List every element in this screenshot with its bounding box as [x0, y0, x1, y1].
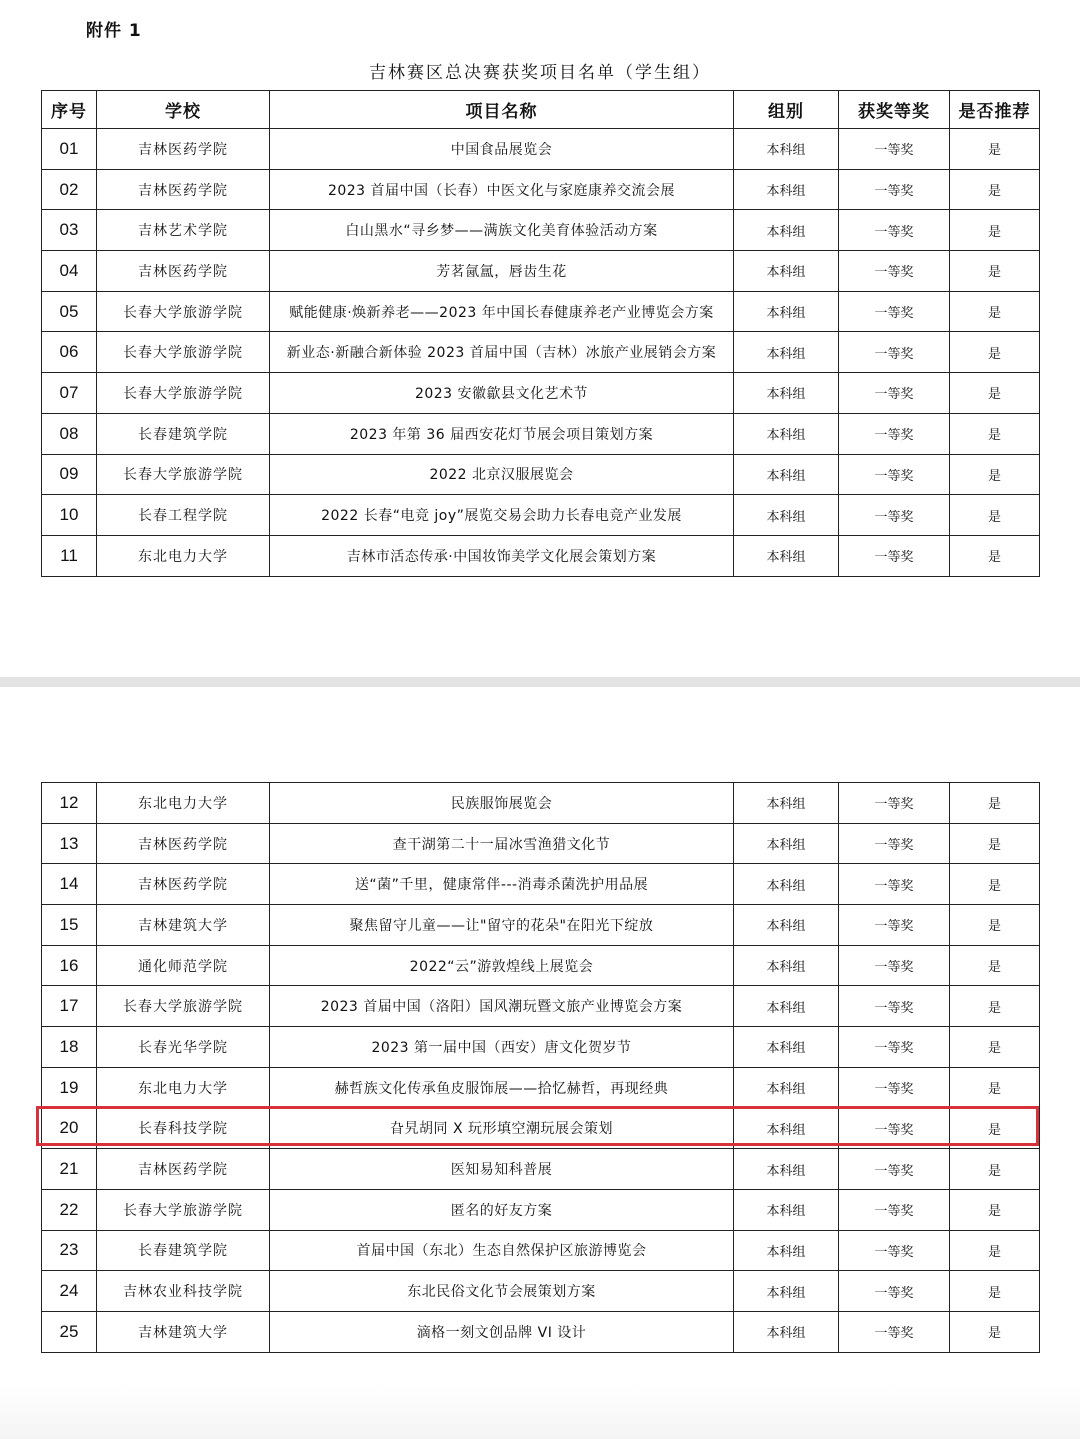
table-row: [42, 495, 1040, 536]
cell-award: 一等奖: [839, 864, 950, 905]
cell-recommend: 是: [950, 823, 1040, 864]
cell-project: 滴格一刻文创品牌 VI 设计: [270, 1311, 734, 1352]
cell-recommend: 是: [950, 945, 1040, 986]
cell-recommend: 是: [950, 129, 1040, 170]
cell-school: 吉林医药学院: [97, 823, 270, 864]
cell-school: 长春大学旅游学院: [97, 291, 270, 332]
cell-award: 一等奖: [839, 1230, 950, 1271]
cell-no: 25: [42, 1311, 97, 1352]
table-row: [42, 945, 1040, 986]
cell-project: 2022 北京汉服展览会: [270, 454, 734, 495]
cell-group: 本科组: [734, 1067, 839, 1108]
cell-recommend: 是: [950, 1027, 1040, 1068]
cell-recommend: 是: [950, 905, 1040, 946]
cell-school: 长春工程学院: [97, 495, 270, 536]
table-row: [42, 823, 1040, 864]
cell-project: 白山黑水“寻乡梦——满族文化美育体验活动方案: [270, 210, 734, 251]
cell-school: 长春光华学院: [97, 1027, 270, 1068]
cell-school: 东北电力大学: [97, 535, 270, 576]
table-row: [42, 1271, 1040, 1312]
cell-no: 23: [42, 1230, 97, 1271]
cell-project: 吉林市活态传承·中国妆饰美学文化展会策划方案: [270, 535, 734, 576]
table-row: [42, 413, 1040, 454]
table-row: [42, 864, 1040, 905]
cell-no: 21: [42, 1149, 97, 1190]
table-row: [42, 129, 1040, 170]
cell-school: 东北电力大学: [97, 783, 270, 824]
cell-award: 一等奖: [839, 1271, 950, 1312]
cell-group: 本科组: [734, 129, 839, 170]
table-header-row: [42, 91, 1040, 129]
cell-no: 06: [42, 332, 97, 373]
awards-table-page-2: [41, 782, 1040, 1353]
cell-group: 本科组: [734, 1189, 839, 1230]
cell-project: 芳茗氤氲，唇齿生花: [270, 251, 734, 292]
cell-project: 聚焦留守儿童——让"留守的花朵"在阳光下绽放: [270, 905, 734, 946]
cell-recommend: 是: [950, 1230, 1040, 1271]
cell-project: 2023 第一届中国（西安）唐文化贺岁节: [270, 1027, 734, 1068]
cell-award: 一等奖: [839, 332, 950, 373]
cell-award: 一等奖: [839, 454, 950, 495]
cell-group: 本科组: [734, 210, 839, 251]
cell-no: 12: [42, 783, 97, 824]
cell-no: 24: [42, 1271, 97, 1312]
cell-project: 送“菌”千里，健康常伴---消毒杀菌洗护用品展: [270, 864, 734, 905]
cell-project: 2023 年第 36 届西安花灯节展会项目策划方案: [270, 413, 734, 454]
cell-school: 长春大学旅游学院: [97, 454, 270, 495]
cell-award: 一等奖: [839, 1189, 950, 1230]
cell-award: 一等奖: [839, 1027, 950, 1068]
cell-award: 一等奖: [839, 1108, 950, 1149]
table-row: [42, 169, 1040, 210]
cell-group: 本科组: [734, 332, 839, 373]
table-row: [42, 1149, 1040, 1190]
cell-no: 04: [42, 251, 97, 292]
cell-award: 一等奖: [839, 129, 950, 170]
cell-award: 一等奖: [839, 1067, 950, 1108]
cell-award: 一等奖: [839, 495, 950, 536]
bottom-fade: [0, 1385, 1080, 1439]
cell-no: 13: [42, 823, 97, 864]
cell-group: 本科组: [734, 251, 839, 292]
cell-group: 本科组: [734, 783, 839, 824]
column-header-project: 项目名称: [270, 91, 734, 129]
cell-no: 16: [42, 945, 97, 986]
cell-project: 赋能健康·焕新养老——2023 年中国长春健康养老产业博览会方案: [270, 291, 734, 332]
cell-school: 长春科技学院: [97, 1108, 270, 1149]
table-row: [42, 1027, 1040, 1068]
cell-recommend: 是: [950, 454, 1040, 495]
page-separator: [0, 677, 1080, 687]
table-row: [42, 454, 1040, 495]
cell-group: 本科组: [734, 454, 839, 495]
table-row: [42, 1230, 1040, 1271]
cell-group: 本科组: [734, 864, 839, 905]
cell-no: 17: [42, 986, 97, 1027]
cell-group: 本科组: [734, 986, 839, 1027]
table-row: [42, 1311, 1040, 1352]
cell-award: 一等奖: [839, 945, 950, 986]
cell-group: 本科组: [734, 1271, 839, 1312]
cell-no: 10: [42, 495, 97, 536]
cell-group: 本科组: [734, 945, 839, 986]
cell-no: 03: [42, 210, 97, 251]
cell-project: 医知易知科普展: [270, 1149, 734, 1190]
cell-no: 02: [42, 169, 97, 210]
table-row: [42, 986, 1040, 1027]
cell-school: 吉林医药学院: [97, 129, 270, 170]
cell-school: 长春大学旅游学院: [97, 373, 270, 414]
awards-table-page-1: [41, 90, 1040, 577]
cell-school: 东北电力大学: [97, 1067, 270, 1108]
cell-award: 一等奖: [839, 373, 950, 414]
table-row: [42, 535, 1040, 576]
cell-school: 吉林医药学院: [97, 864, 270, 905]
cell-group: 本科组: [734, 1149, 839, 1190]
cell-group: 本科组: [734, 291, 839, 332]
cell-group: 本科组: [734, 1230, 839, 1271]
cell-project: 2023 安徽歙县文化艺术节: [270, 373, 734, 414]
cell-recommend: 是: [950, 783, 1040, 824]
cell-group: 本科组: [734, 1311, 839, 1352]
cell-award: 一等奖: [839, 251, 950, 292]
cell-recommend: 是: [950, 1067, 1040, 1108]
cell-group: 本科组: [734, 373, 839, 414]
cell-award: 一等奖: [839, 169, 950, 210]
cell-no: 22: [42, 1189, 97, 1230]
cell-award: 一等奖: [839, 986, 950, 1027]
cell-no: 09: [42, 454, 97, 495]
document-title: 吉林赛区总决赛获奖项目名单（学生组）: [369, 63, 711, 83]
cell-school: 吉林建筑大学: [97, 905, 270, 946]
cell-project: 赫哲族文化传承鱼皮服饰展——拾忆赫哲，再现经典: [270, 1067, 734, 1108]
table-row: [42, 332, 1040, 373]
cell-project: 中国食品展览会: [270, 129, 734, 170]
column-header-no: 序号: [42, 91, 97, 129]
cell-award: 一等奖: [839, 291, 950, 332]
cell-project: 匿名的好友方案: [270, 1189, 734, 1230]
table-row: [42, 210, 1040, 251]
table-row: [42, 905, 1040, 946]
cell-no: 07: [42, 373, 97, 414]
cell-recommend: 是: [950, 1271, 1040, 1312]
cell-group: 本科组: [734, 169, 839, 210]
cell-school: 吉林医药学院: [97, 251, 270, 292]
cell-recommend: 是: [950, 291, 1040, 332]
cell-award: 一等奖: [839, 535, 950, 576]
cell-project: 民族服饰展览会: [270, 783, 734, 824]
table-row: [42, 1067, 1040, 1108]
cell-no: 20: [42, 1108, 97, 1149]
cell-recommend: 是: [950, 535, 1040, 576]
cell-no: 11: [42, 535, 97, 576]
cell-recommend: 是: [950, 169, 1040, 210]
cell-school: 吉林医药学院: [97, 169, 270, 210]
cell-no: 01: [42, 129, 97, 170]
cell-school: 长春大学旅游学院: [97, 986, 270, 1027]
cell-project: 2022 长春“电竞 joy”展览交易会助力长春电竞产业发展: [270, 495, 734, 536]
cell-no: 18: [42, 1027, 97, 1068]
cell-school: 通化师范学院: [97, 945, 270, 986]
cell-group: 本科组: [734, 535, 839, 576]
cell-recommend: 是: [950, 495, 1040, 536]
cell-school: 长春建筑学院: [97, 413, 270, 454]
table-row: [42, 251, 1040, 292]
cell-group: 本科组: [734, 495, 839, 536]
cell-group: 本科组: [734, 823, 839, 864]
cell-school: 吉林农业科技学院: [97, 1271, 270, 1312]
cell-recommend: 是: [950, 413, 1040, 454]
cell-project: 2023 首届中国（洛阳）国风潮玩暨文旅产业博览会方案: [270, 986, 734, 1027]
table-row: [42, 291, 1040, 332]
cell-recommend: 是: [950, 373, 1040, 414]
table-row-highlighted: [42, 1108, 1040, 1149]
cell-group: 本科组: [734, 1027, 839, 1068]
cell-school: 吉林医药学院: [97, 1149, 270, 1190]
table-row: [42, 783, 1040, 824]
cell-recommend: 是: [950, 1189, 1040, 1230]
cell-group: 本科组: [734, 905, 839, 946]
cell-project: 旮旯胡同 X 玩形填空潮玩展会策划: [270, 1108, 734, 1149]
cell-recommend: 是: [950, 210, 1040, 251]
cell-recommend: 是: [950, 986, 1040, 1027]
cell-group: 本科组: [734, 413, 839, 454]
cell-recommend: 是: [950, 332, 1040, 373]
attachment-label: 附件 1: [86, 21, 142, 41]
cell-award: 一等奖: [839, 905, 950, 946]
cell-no: 14: [42, 864, 97, 905]
cell-school: 长春大学旅游学院: [97, 332, 270, 373]
table-row: [42, 1189, 1040, 1230]
cell-award: 一等奖: [839, 1311, 950, 1352]
cell-no: 08: [42, 413, 97, 454]
cell-school: 长春大学旅游学院: [97, 1189, 270, 1230]
cell-project: 东北民俗文化节会展策划方案: [270, 1271, 734, 1312]
cell-no: 05: [42, 291, 97, 332]
cell-recommend: 是: [950, 864, 1040, 905]
cell-award: 一等奖: [839, 823, 950, 864]
cell-project: 首届中国（东北）生态自然保护区旅游博览会: [270, 1230, 734, 1271]
cell-recommend: 是: [950, 251, 1040, 292]
cell-project: 新业态·新融合新体验 2023 首届中国（吉林）冰旅产业展销会方案: [270, 332, 734, 373]
cell-school: 吉林艺术学院: [97, 210, 270, 251]
cell-project: 2022“云”游敦煌线上展览会: [270, 945, 734, 986]
cell-project: 查干湖第二十一届冰雪渔猎文化节: [270, 823, 734, 864]
cell-award: 一等奖: [839, 1149, 950, 1190]
cell-group: 本科组: [734, 1108, 839, 1149]
column-header-school: 学校: [97, 91, 270, 129]
cell-recommend: 是: [950, 1108, 1040, 1149]
column-header-group: 组别: [734, 91, 839, 129]
cell-project: 2023 首届中国（长春）中医文化与家庭康养交流会展: [270, 169, 734, 210]
column-header-recommend: 是否推荐: [950, 91, 1040, 129]
cell-school: 吉林建筑大学: [97, 1311, 270, 1352]
cell-recommend: 是: [950, 1149, 1040, 1190]
cell-recommend: 是: [950, 1311, 1040, 1352]
cell-no: 15: [42, 905, 97, 946]
cell-award: 一等奖: [839, 783, 950, 824]
cell-school: 长春建筑学院: [97, 1230, 270, 1271]
cell-no: 19: [42, 1067, 97, 1108]
table-row: [42, 373, 1040, 414]
cell-award: 一等奖: [839, 210, 950, 251]
column-header-award: 获奖等奖: [839, 91, 950, 129]
cell-award: 一等奖: [839, 413, 950, 454]
